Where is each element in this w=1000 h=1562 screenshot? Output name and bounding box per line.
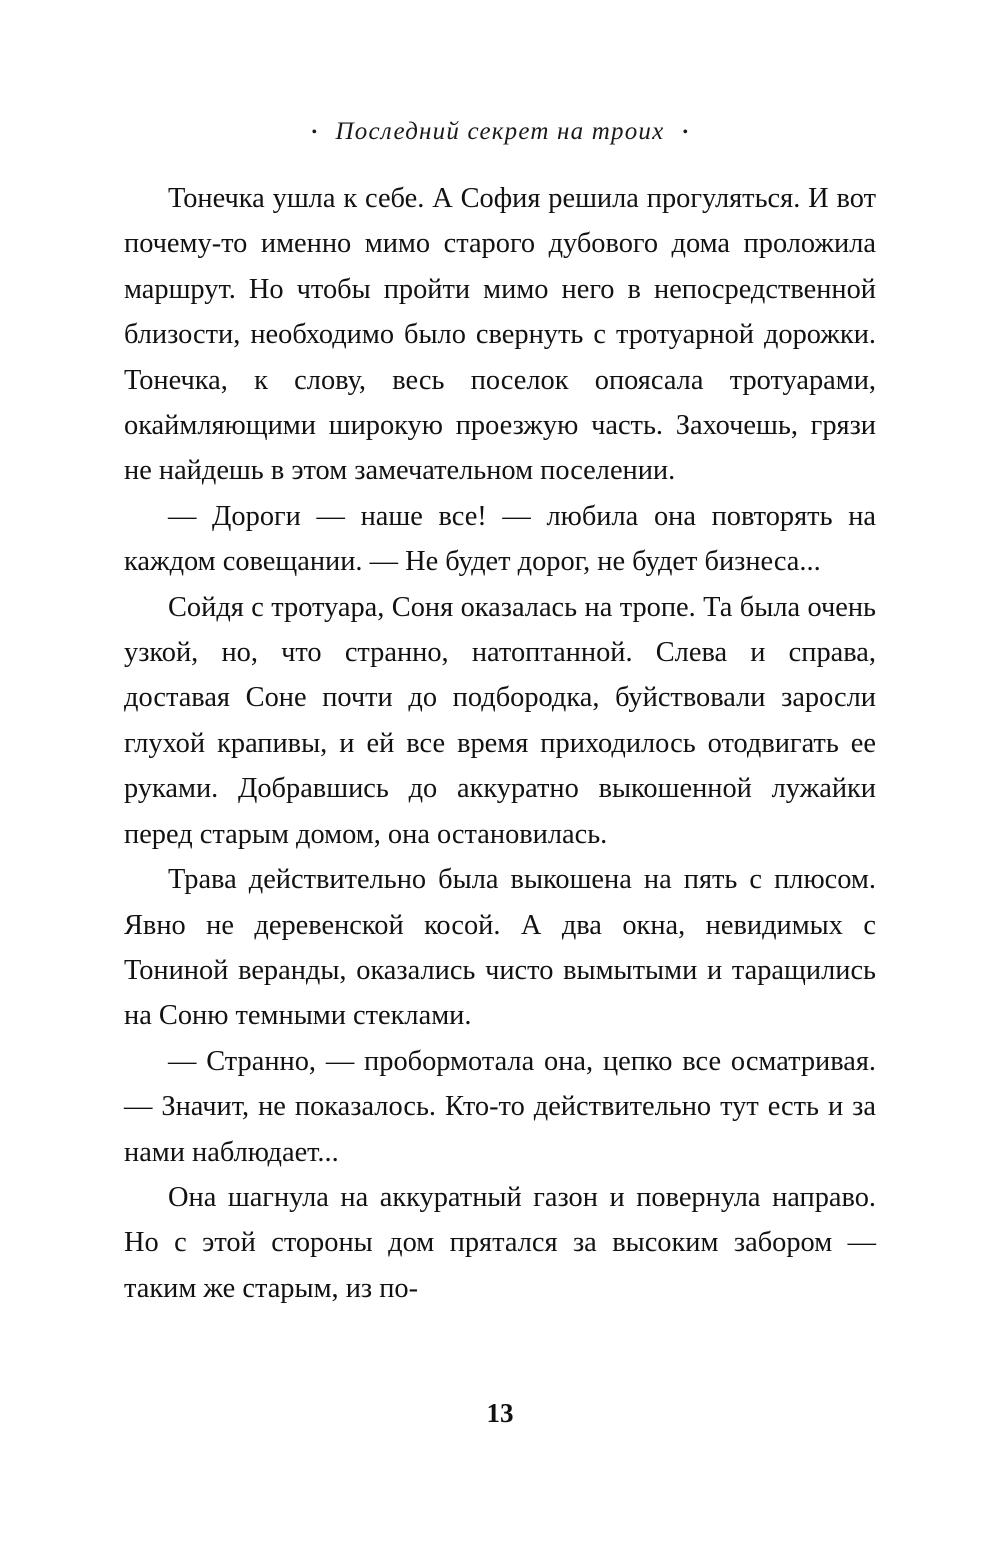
- running-head-title: Последний секрет на троих: [335, 118, 665, 145]
- paragraph: Трава действительно была выкошена на пять с плюсом. Явно не деревенской косой. А два окна, невидимых с Тониной веранды, оказались чисто вымытыми и таращились на Соню темными стеклами.: [124, 864, 876, 1032]
- ornament-right-icon: •: [682, 124, 689, 142]
- paragraph: — Дороги — наше все! — любила она повторять на каждом совещании. — Не будет дорог, не будет бизнеса...: [124, 500, 876, 578]
- page-body: [124, 176, 876, 1311]
- page-number: 13: [486, 1398, 514, 1428]
- running-head: [0, 118, 1000, 146]
- paragraph: Тонечка ушла к себе. А София решила прогуляться. И вот почему-то именно мимо старого дубового дома проложила маршрут. Но чтобы пройти мимо него в непосредственной близости, необходимо было свернуть с тротуарной дорожки. Тонечка, к слову, весь поселок опоясала тротуарами, окаймляющими широкую проезжую часть. Захочешь, грязи не найдешь в этом замечательном поселении.: [124, 183, 876, 487]
- paragraph: Сойдя с тротуара, Соня оказалась на тропе. Та была очень узкой, но, что странно, натоптанной. Слева и справа, доставая Соне почти до подбородка, буйствовали заросли глухой крапивы, и ей все время приходилось отодвигать ее руками. Добравшись до аккуратно выкошенной лужайки перед старым домом, она остановилась.: [124, 591, 876, 850]
- paragraph: Она шагнула на аккуратный газон и повернула направо. Но с этой стороны дом прятался за высоким забором — таким же старым, из по-: [124, 1181, 876, 1304]
- ornament-left-icon: •: [311, 124, 318, 142]
- paragraph: — Странно, — пробормотала она, цепко все осматривая. — Значит, не показалось. Кто-то действительно тут есть и за нами наблюдает...: [124, 1045, 876, 1168]
